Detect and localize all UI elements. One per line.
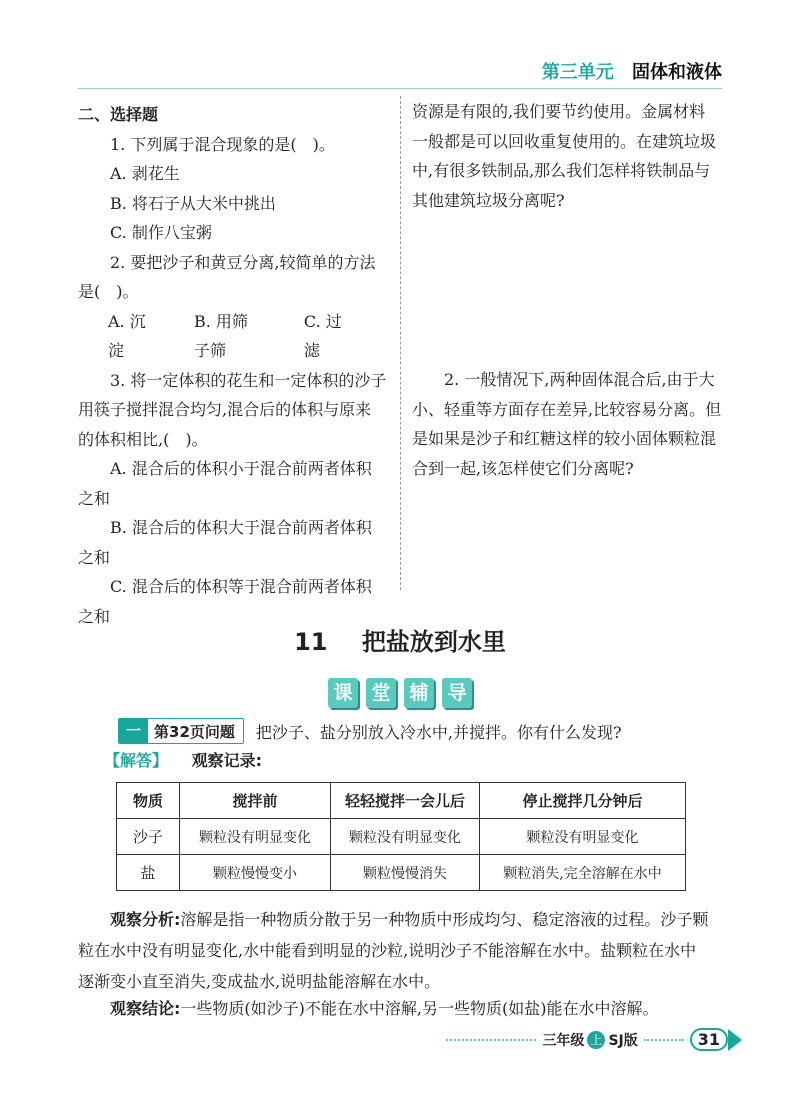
answer-space — [412, 215, 724, 365]
answer-label: 【解答】 — [104, 751, 169, 770]
header-divider — [78, 88, 722, 89]
q2-stem-line2: 是( )。 — [78, 282, 139, 301]
question-text: 把沙子、盐分别放入冷水中,并搅拌。你有什么发现? — [255, 722, 622, 742]
section-banner — [0, 678, 800, 708]
right-p2-line2: 小、轻重等方面存在差异,比较容易分离。但 — [412, 399, 722, 419]
answer-row — [104, 748, 262, 771]
question-page-label: 第32页问题 — [154, 722, 235, 741]
table-header: 轻轻搅拌一会儿后 — [331, 783, 480, 819]
table-header: 搅拌前 — [180, 783, 331, 819]
unit-topic: 固体和液体 — [632, 62, 722, 83]
right-p2-line4: 合到一起,该怎样使它们分离呢? — [412, 458, 634, 478]
table-header: 停止搅拌几分钟后 — [480, 783, 686, 819]
footer-grade: 三年级 — [542, 1032, 585, 1049]
table-cell: 颗粒慢慢消失 — [331, 855, 480, 891]
q1-option-b: B. 将石子从大米中挑出 — [110, 193, 276, 213]
q2-option-b: B. 用筛子筛 — [193, 311, 248, 360]
page-header — [542, 58, 722, 84]
q3-option-a: A. 混合后的体积小于混合前两者体积 — [110, 459, 372, 478]
table-row — [117, 855, 686, 891]
banner-char: 堂 — [366, 678, 396, 708]
q3-stem-line1: 3. 将一定体积的花生和一定体积的沙子 — [110, 370, 387, 390]
q3-option-a-cont: 之和 — [78, 488, 111, 508]
q1-stem: 1. 下列属于混合现象的是( )。 — [110, 134, 335, 154]
q1-option-a: A. 剥花生 — [110, 164, 180, 183]
footer-dotted-line — [446, 1039, 536, 1041]
table-cell: 颗粒没有明显变化 — [480, 819, 686, 855]
right-p2-line1: 2. 一般情况下,两种固体混合后,由于大 — [444, 370, 715, 389]
banner-char: 辅 — [404, 678, 434, 708]
lesson-number: 11 — [294, 628, 328, 656]
observation-table — [116, 782, 686, 891]
q3-stem-line2: 用筷子搅拌混合均匀,混合后的体积与原来 — [78, 400, 372, 419]
page-arrow-icon — [728, 1029, 742, 1051]
conclusion-text: 一些物质(如沙子)不能在水中溶解,另一些物质(如盐)能在水中溶解。 — [180, 999, 659, 1018]
table-cell: 盐 — [117, 855, 180, 891]
footer-half: 上 — [587, 1031, 605, 1049]
table-cell: 沙子 — [117, 819, 180, 855]
q2-option-a: A. 沉淀 — [108, 311, 146, 360]
observation-conclusion — [78, 996, 722, 1019]
analysis-label: 观察分析: — [110, 910, 181, 929]
question-tag — [118, 718, 244, 744]
column-divider — [400, 96, 401, 590]
right-p1-line2: 一般都是可以回收重复使用的。在建筑垃圾 — [412, 131, 717, 151]
right-p1-line4: 其他建筑垃圾分离呢? — [412, 190, 565, 210]
q2-option-c: C. 过滤 — [303, 311, 342, 360]
section-title: 二、选择题 — [78, 105, 159, 124]
right-column — [412, 97, 724, 483]
question-number: 一 — [119, 719, 148, 743]
footer-edition: SJ版 — [608, 1032, 638, 1049]
q3-option-c: C. 混合后的体积等于混合前两者体积 — [110, 577, 372, 596]
q3-option-c-cont: 之和 — [78, 606, 111, 626]
page-footer — [446, 1028, 742, 1051]
table-header: 物质 — [117, 783, 180, 819]
left-column — [78, 100, 390, 631]
table-cell: 颗粒消失,完全溶解在水中 — [480, 855, 686, 891]
q2-stem-line1: 2. 要把沙子和黄豆分离,较简单的方法 — [110, 252, 376, 272]
analysis-line3: 逐渐变小直至消失,变成盐水,说明盐能溶解在水中。 — [78, 972, 441, 991]
q3-stem-line3: 的体积相比,( )。 — [78, 429, 208, 449]
answer-title: 观察记录: — [191, 751, 262, 770]
right-p1-line1: 资源是有限的,我们要节约使用。金属材料 — [412, 102, 706, 121]
analysis-text: 溶解是指一种物质分散于另一种物质中形成均匀、稳定溶液的过程。沙子颗 — [180, 910, 709, 929]
table-cell: 颗粒没有明显变化 — [180, 819, 331, 855]
lesson-title — [0, 622, 800, 657]
q3-option-b: B. 混合后的体积大于混合前两者体积 — [110, 518, 372, 537]
q1-option-c: C. 制作八宝粥 — [110, 223, 212, 242]
unit-label: 第三单元 — [541, 62, 614, 83]
lesson-name: 把盐放到水里 — [361, 628, 506, 656]
table-row — [117, 819, 686, 855]
table-cell: 颗粒慢慢变小 — [180, 855, 331, 891]
table-cell: 颗粒没有明显变化 — [331, 819, 480, 855]
page-number: 31 — [690, 1028, 728, 1051]
analysis-line1 — [78, 904, 722, 935]
observation-analysis — [78, 904, 722, 997]
banner-char: 导 — [442, 678, 472, 708]
conclusion-label: 观察结论: — [110, 999, 181, 1018]
q2-options — [78, 307, 390, 366]
banner-char: 课 — [328, 678, 358, 708]
analysis-line2: 粒在水中没有明显变化,水中能看到明显的沙粒,说明沙子不能溶解在水中。盐颗粒在水中 — [78, 941, 697, 960]
question-row — [118, 718, 622, 744]
right-p1-line3: 中,有很多铁制品,那么我们怎样将铁制品与 — [412, 161, 711, 180]
footer-dotted-line — [644, 1039, 684, 1041]
right-p2-line3: 是如果是沙子和红糖这样的较小固体颗粒混 — [412, 429, 717, 448]
table-header-row — [117, 783, 686, 819]
q3-option-b-cont: 之和 — [78, 547, 111, 567]
